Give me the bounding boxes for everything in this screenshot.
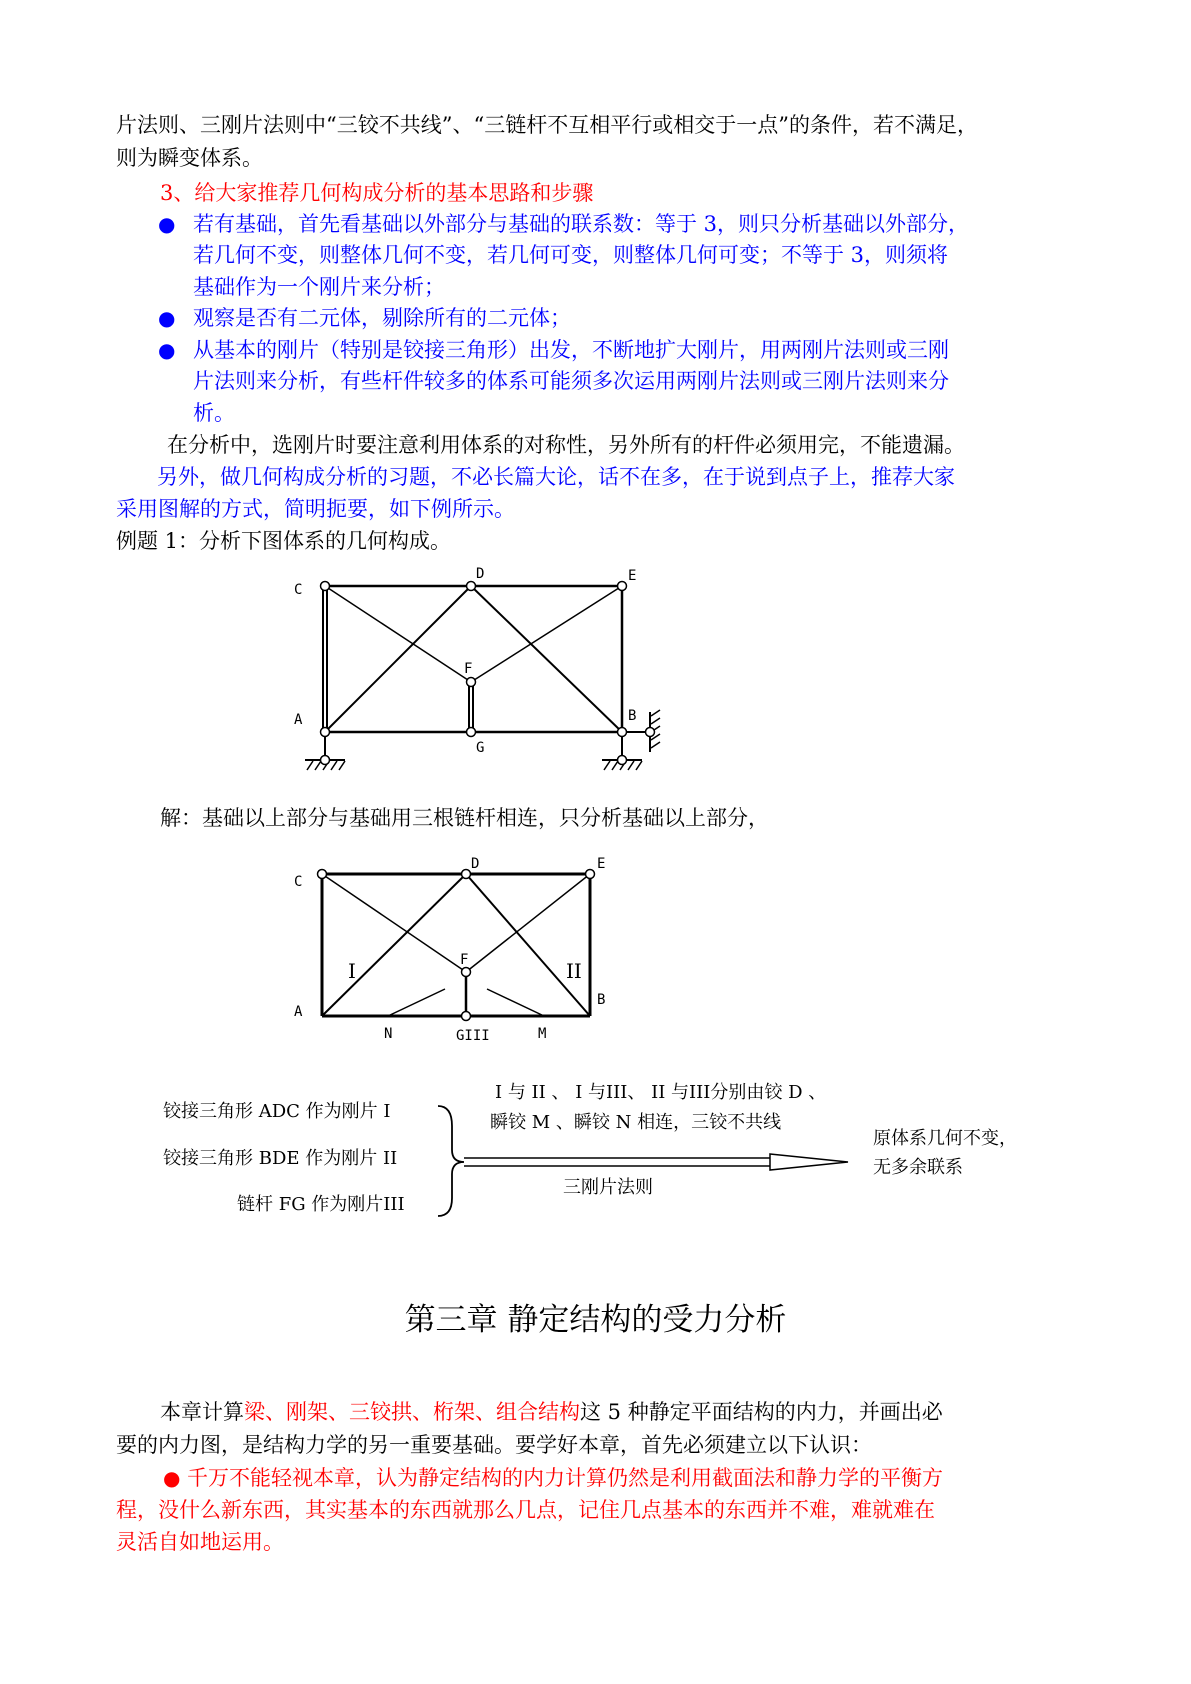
warning-line: 千万不能轻视本章，认为静定结构的内力计算仍然是利用截面法和静力学的平衡方 — [187, 1466, 943, 1490]
label-n: N — [384, 1026, 393, 1042]
label-f: F — [460, 952, 469, 968]
structure-types: 梁、刚架、三铰拱、桁架、组合结构 — [244, 1400, 580, 1424]
bullet-line: 基础作为一个刚片来分析； — [193, 275, 445, 299]
label-a: A — [294, 712, 303, 728]
advice-line: 采用图解的方式，简明扼要，如下例所示。 — [116, 497, 515, 521]
advice-line: 另外，做几何构成分析的习题，不必长篇大论，话不在多，在于说到点子上，推荐大家 — [157, 465, 955, 489]
bullet-icon: ● — [163, 1466, 181, 1490]
diagram-result: 无多余联系 — [873, 1157, 963, 1178]
intro-line: 要的内力图，是结构力学的另一重要基础。要学好本章，首先必须建立以下认识： — [116, 1433, 872, 1457]
truss-figure-2 — [280, 850, 640, 1050]
label-rigid-ii: II — [566, 959, 582, 983]
label-m: M — [538, 1026, 547, 1042]
para-line: 则为瞬变体系。 — [116, 146, 263, 170]
label-d: D — [471, 856, 480, 872]
note-line: 在分析中，选刚片时要注意利用体系的对称性，另外所有的杆件必须用完，不能遗漏。 — [167, 433, 965, 457]
bullet-icon: ● — [158, 212, 176, 236]
label-a: A — [294, 1004, 303, 1020]
label-c: C — [294, 582, 303, 598]
diagram-rule: 三刚片法则 — [563, 1177, 653, 1198]
label-e: E — [628, 568, 637, 584]
intro-line — [160, 1397, 943, 1427]
bullet-line: 观察是否有二元体，剔除所有的二元体； — [193, 306, 571, 330]
bullet-line: 若有基础，首先看基础以外部分与基础的联系数：等于 3，则只分析基础以外部分， — [193, 212, 970, 236]
label-f: F — [464, 661, 473, 677]
truss-figure-1 — [280, 560, 700, 785]
label-b: B — [597, 992, 606, 1008]
diagram-top-line: 瞬铰 M 、瞬铰 N 相连，三铰不共线 — [490, 1112, 782, 1133]
warning-line: 程，没什么新东西，其实基本的东西就那么几点，记住几点基本的东西并不难，难就难在 — [116, 1498, 935, 1522]
bullet-icon: ● — [158, 338, 176, 362]
diagram-left-item: 铰接三角形 BDE 作为刚片 II — [163, 1148, 398, 1169]
intro-text: 本章计算 — [160, 1400, 244, 1424]
label-g: G — [476, 740, 485, 756]
example-title: 例题 1：分析下图体系的几何构成。 — [116, 529, 452, 553]
solution-text: 解：基础以上部分与基础用三根链杆相连，只分析基础以上部分， — [160, 806, 769, 830]
bullet-line: 从基本的刚片（特别是铰接三角形）出发，不断地扩大刚片，用两刚片法则或三刚 — [193, 338, 949, 362]
para-line: 片法则、三刚片法则中“三铰不共线”、“三链杆不互相平行或相交于一点”的条件，若不满足， — [116, 113, 978, 137]
diagram-result: 原体系几何不变， — [873, 1128, 1017, 1149]
label-rigid-i: I — [348, 959, 356, 983]
bullet-icon: ● — [158, 306, 176, 330]
diagram-top-line: I 与 II 、 I 与III、 II 与III分别由铰 D 、 — [495, 1082, 827, 1103]
diagram-left-item: 铰接三角形 ADC 作为刚片 I — [163, 1101, 391, 1122]
label-e: E — [597, 856, 606, 872]
bullet-line: 若几何不变，则整体几何不变，若几何可变，则整体几何可变；不等于 3，则须将 — [193, 243, 949, 267]
bullet-line: 片法则来分析，有些杆件较多的体系可能须多次运用两刚片法则或三刚片法则来分 — [193, 369, 949, 393]
label-d: D — [476, 566, 485, 582]
warning-line: 灵活自如地运用。 — [116, 1530, 284, 1554]
chapter-title: 第三章 静定结构的受力分析 — [404, 1302, 787, 1338]
section-heading: 3、给大家推荐几何构成分析的基本思路和步骤 — [160, 181, 594, 205]
label-c: C — [294, 874, 303, 890]
diagram-left-item: 链杆 FG 作为刚片III — [237, 1194, 405, 1215]
intro-text: 这 5 种静定平面结构的内力，并画出必 — [580, 1400, 943, 1424]
bullet-line: 析。 — [193, 401, 235, 425]
label-giii: GIII — [456, 1028, 490, 1044]
label-b: B — [628, 708, 637, 724]
